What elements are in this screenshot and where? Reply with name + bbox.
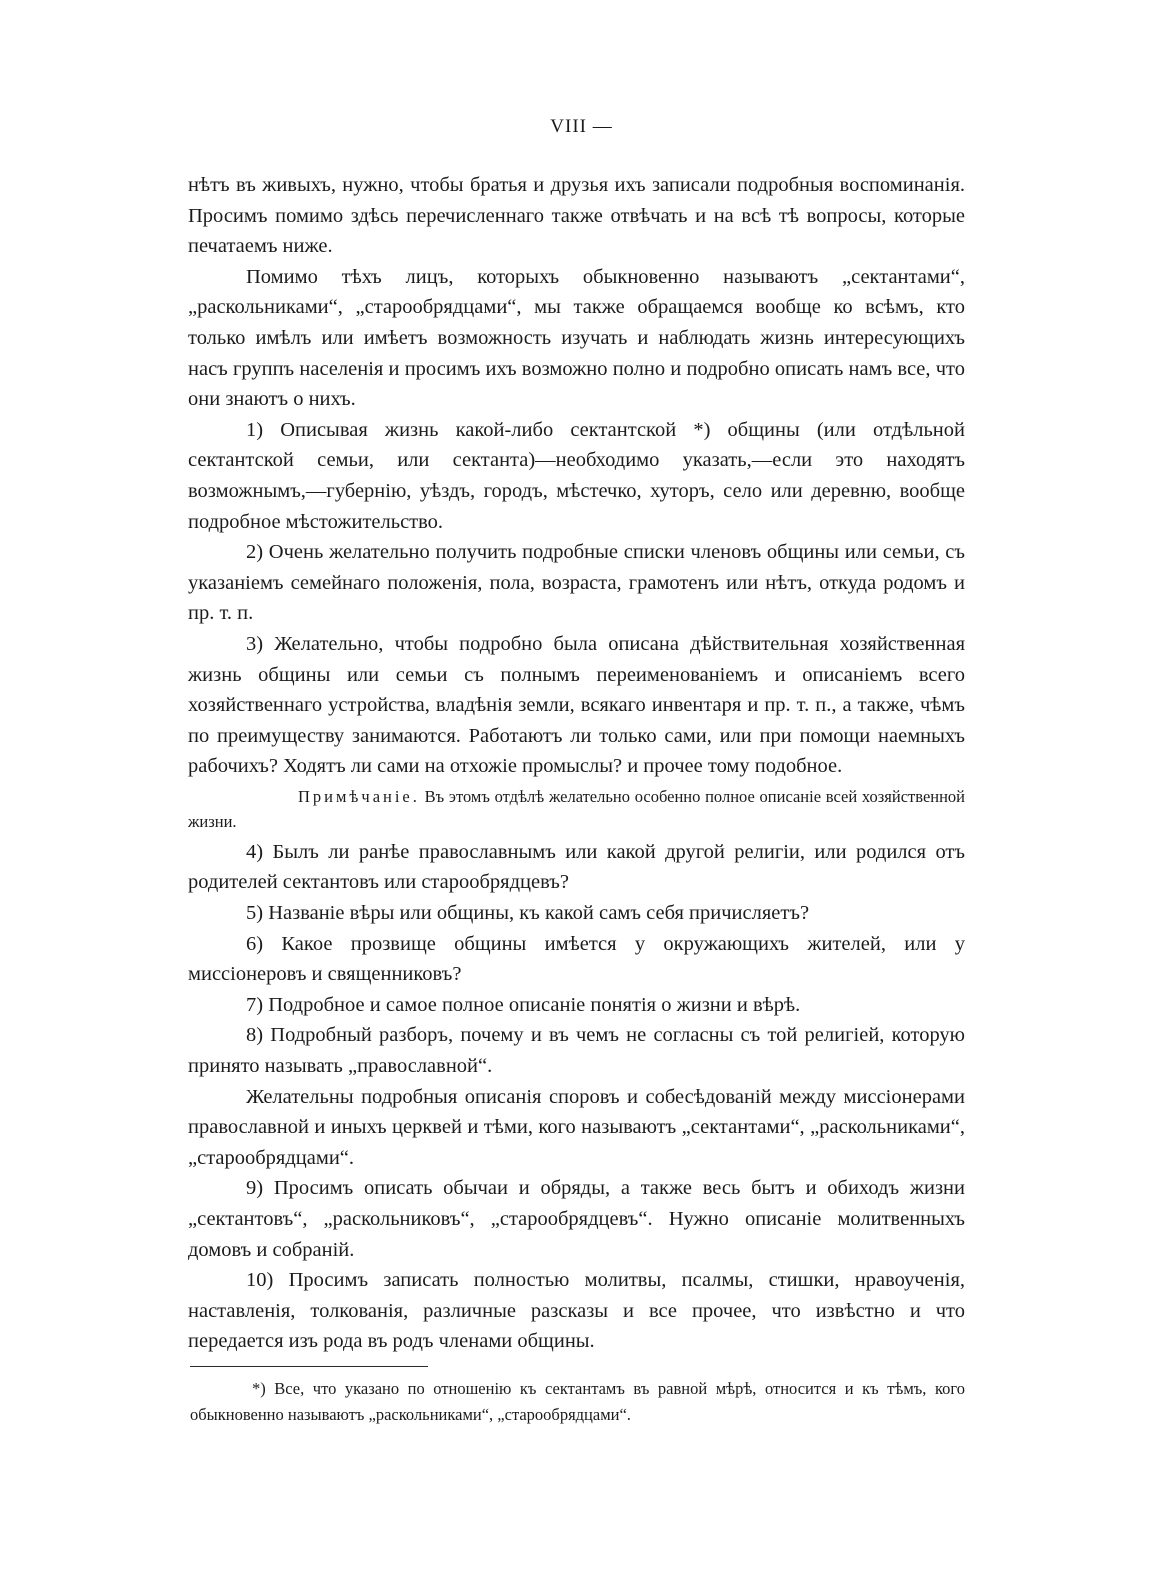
- question-2: 2) Очень желательно получить подробные списки членовъ общины или семьи, съ указаніемъ семейнаго положенія, пола, возраста, грамотенъ или нѣтъ, откуда родомъ и пр. т. п.: [188, 541, 965, 625]
- footnote: *) Все, что указано по отношенію къ сектантамъ въ равной мѣрѣ, относится и къ тѣмъ, кого обыкновенно называютъ „раскольниками“, „старообрядцами“.: [190, 1379, 965, 1424]
- note-text: Въ этомъ отдѣлѣ желательно особенно полное описаніе всей хозяйственной жизни.: [188, 786, 966, 831]
- question-3: 3) Желательно, чтобы подробно была описана дѣйствительная хозяйственная жизнь общины или семьи съ полнымъ переименованіемъ и описаніемъ всего хозяйственнаго устройства, владѣнія земли, всякаго инвентаря и пр. т. п., а также, чѣмъ по преимуществу занимаются. Работаютъ ли только сами, или при помощи наемныхъ рабочихъ? Ходятъ ли сами на отхожіе промыслы? и прочее тому подобное.: [188, 632, 965, 778]
- question-7: 7) Подробное и самое полное описаніе понятія о жизни и вѣрѣ.: [246, 993, 801, 1016]
- main-text: [188, 170, 965, 1357]
- footnote-divider: [190, 1366, 428, 1367]
- question-4: 4) Былъ ли ранѣе православнымъ или какой другой религіи, или родился отъ родителей сектантовъ или старообрядцевъ?: [188, 840, 965, 894]
- note-label: Примѣчаніе.: [298, 786, 420, 806]
- question-1: 1) Описывая жизнь какой-либо сектантской *) общины (или отдѣльной сектантской семьи, или сектанта)—необходимо указать,—если это находятъ возможнымъ,—губернію, уѣздъ, городъ, мѣстечко, хуторъ, село или деревню, вообще подробное мѣстожительство.: [188, 418, 965, 533]
- paragraph-continuation: нѣтъ въ живыхъ, нужно, чтобы братья и друзья ихъ записали подробныя воспоминанія. Просимъ помимо здѣсь перечисленнаго также отвѣчать и на всѣ тѣ вопросы, которые печатаемъ ниже.: [188, 174, 965, 258]
- question-8: 8) Подробный разборъ, почему и въ чемъ не согласны съ той религіей, которую принято называть „православной“.: [188, 1024, 965, 1078]
- question-9: 9) Просимъ описать обычаи и обряды, а также весь бытъ и обиходъ жизни „сектантовъ“, „раскольниковъ“, „старообрядцевъ“. Нужно описаніе молитвенныхъ домовъ и собраній.: [188, 1177, 965, 1261]
- page-number: VIII —: [550, 116, 613, 137]
- question-5: 5) Названіе вѣры или общины, къ какой самъ себя причисляетъ?: [246, 902, 810, 925]
- question-6: 6) Какое прозвище общины имѣется у окружающихъ жителей, или у миссіонеровъ и священниковъ?: [188, 932, 965, 986]
- paragraph-disputes: Желательны подробныя описанія споровъ и собесѣдованій между миссіонерами православной и иныхъ церквей и тѣми, кого называютъ „сектантами“, „раскольниками“, „старообрядцами“.: [188, 1085, 965, 1169]
- paragraph-intro: Помимо тѣхъ лицъ, которыхъ обыкновенно называютъ „сектантами“, „раскольниками“, „старообрядцами“, мы также обращаемся вообще ко всѣмъ, кто только имѣлъ или имѣетъ возможность изучать и наблюдать жизнь интересующихъ насъ группъ населенія и просимъ ихъ возможно полно и подробно описать намъ все, что они знаютъ о нихъ.: [188, 265, 965, 411]
- note: [188, 784, 965, 834]
- question-10: 10) Просимъ записать полностью молитвы, псалмы, стишки, нравоученія, наставленія, толкованія, различные разсказы и все прочее, что извѣстно и что передается изъ рода въ родъ членами общины.: [188, 1269, 965, 1353]
